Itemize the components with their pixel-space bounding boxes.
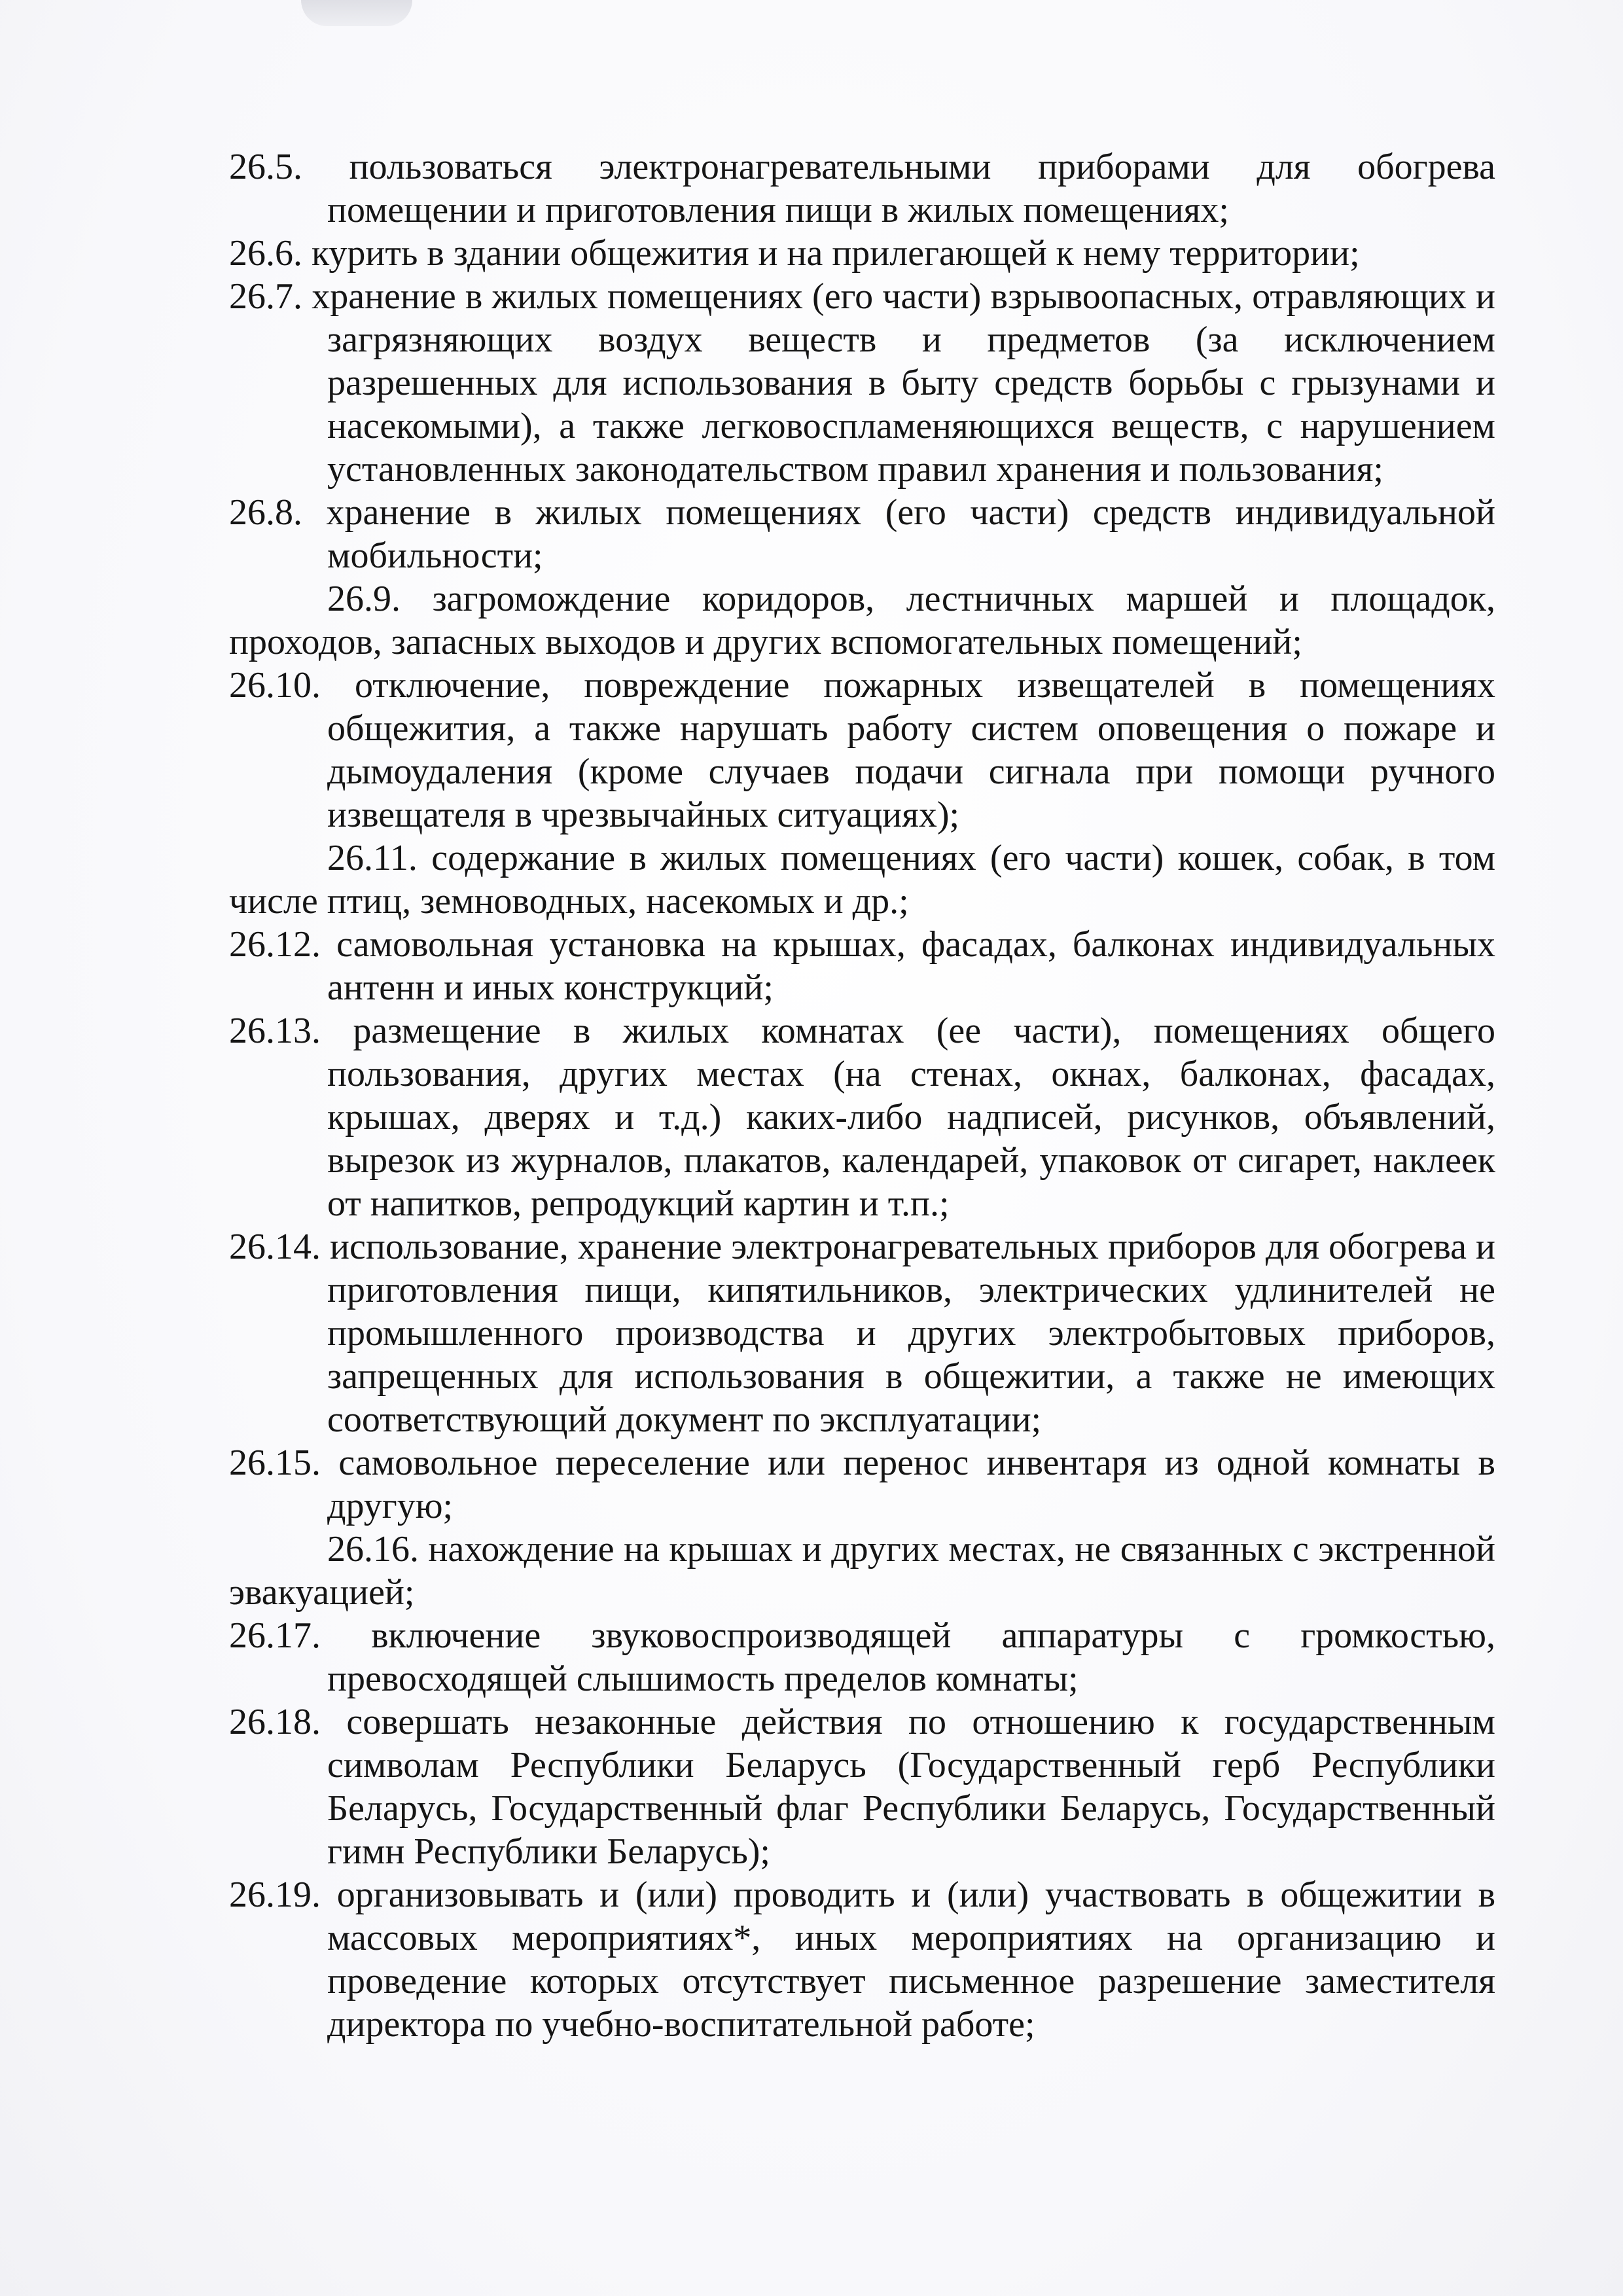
- item-number: 26.18.: [229, 1702, 321, 1742]
- item-text: загромождение коридоров, лестничных маршей и площадок, проходов, запасных выходов и других вспомогательных помещений;: [229, 579, 1496, 662]
- item-number: 26.14.: [229, 1227, 321, 1267]
- list-item-26-19: [229, 1873, 1495, 2046]
- item-text: отключение, повреждение пожарных извещателей в помещениях общежития, а также нарушать работу систем оповещения о пожаре и дымоудаления (кроме случаев подачи сигнала при помощи ручного извещателя в чрезвычайных ситуациях);: [327, 665, 1495, 835]
- list-item-26-8: [229, 491, 1495, 577]
- list-item-26-12: [229, 923, 1495, 1009]
- list-item-26-13: [229, 1009, 1495, 1225]
- list-item-26-15: [229, 1441, 1495, 1528]
- list-item-26-11: [229, 836, 1495, 923]
- item-number: 26.7.: [229, 276, 302, 317]
- item-text: содержание в жилых помещениях (его части) кошек, собак, в том числе птиц, земноводных, насекомых и др.;: [229, 838, 1496, 922]
- list-item-26-17: [229, 1614, 1495, 1700]
- list-item-26-9: [229, 577, 1495, 664]
- item-number: 26.19.: [229, 1874, 321, 1915]
- item-text: нахождение на крышах и других местах, не связанных с экстренной эвакуацией;: [229, 1529, 1496, 1613]
- list-item-26-16: [229, 1528, 1495, 1614]
- item-number: 26.8.: [229, 492, 302, 533]
- item-text: пользоваться электронагревательными приборами для обогрева помещении и приготовления пищи в жилых помещениях;: [327, 147, 1495, 230]
- document-page: [229, 145, 1495, 2046]
- item-number: 26.6.: [229, 233, 302, 274]
- item-text: включение звуковоспроизводящей аппаратуры с громкостью, превосходящей слышимость пределов комнаты;: [327, 1615, 1495, 1699]
- list-item-26-10: [229, 664, 1495, 836]
- list-item-26-18: [229, 1700, 1495, 1873]
- item-number: 26.13.: [229, 1011, 321, 1051]
- list-item-26-6: [229, 232, 1495, 275]
- list-item-26-14: [229, 1225, 1495, 1441]
- item-text: совершать незаконные действия по отношению к государственным символам Республики Беларусь (Государственный герб Республики Беларусь, Государственный флаг Республики Беларусь, Государственный гимн Республики Беларусь);: [327, 1702, 1495, 1872]
- item-number: 26.12.: [229, 924, 321, 965]
- list-item-26-7: [229, 275, 1495, 491]
- item-text: организовывать и (или) проводить и (или) участвовать в общежитии в массовых мероприятиях*, иных мероприятиях на организацию и проведение которых отсутствует письменное разрешение заместителя директора по учебно-воспитательной работе;: [327, 1874, 1496, 2045]
- item-text: хранение в жилых помещениях (его части) взрывоопасных, отравляющих и загрязняющих воздух веществ и предметов (за исключением разрешенных для использования в быту средств борьбы с грызунами и насекомыми), а также легковоспламеняющихся веществ, с нарушением установленных законодательством правил хранения и пользования;: [312, 276, 1496, 490]
- item-text: самовольная установка на крышах, фасадах, балконах индивидуальных антенн и иных конструкций;: [327, 924, 1496, 1008]
- binder-hole-mark: [301, 0, 412, 26]
- item-number: 26.10.: [229, 665, 321, 706]
- item-number: 26.16.: [327, 1529, 419, 1570]
- item-number: 26.11.: [327, 838, 418, 878]
- item-text: использование, хранение электронагревательных приборов для обогрева и приготовления пищи, кипятильников, электрических удлинителей не промышленного производства и других электробытовых приборов, запрещенных для использования в общежитии, а также не имеющих соответствующий документ по эксплуатации;: [327, 1227, 1495, 1440]
- item-text: курить в здании общежития и на прилегающей к нему территории;: [312, 233, 1360, 274]
- list-item-26-5: [229, 145, 1495, 232]
- item-text: размещение в жилых комнатах (ее части), помещениях общего пользования, других местах (на стенах, окнах, балконах, фасадах, крышах, дверях и т.д.) каких-либо надписей, рисунков, объявлений, вырезок из журналов, плакатов, календарей, упаковок от сигарет, наклеек от напитков, репродукций картин и т.п.;: [327, 1011, 1495, 1224]
- item-number: 26.15.: [229, 1443, 321, 1483]
- item-number: 26.17.: [229, 1615, 321, 1656]
- item-text: хранение в жилых помещениях (его части) средств индивидуальной мобильности;: [326, 492, 1495, 576]
- item-number: 26.9.: [327, 579, 401, 619]
- item-text: самовольное переселение или перенос инвентаря из одной комнаты в другую;: [327, 1443, 1495, 1526]
- item-number: 26.5.: [229, 147, 302, 187]
